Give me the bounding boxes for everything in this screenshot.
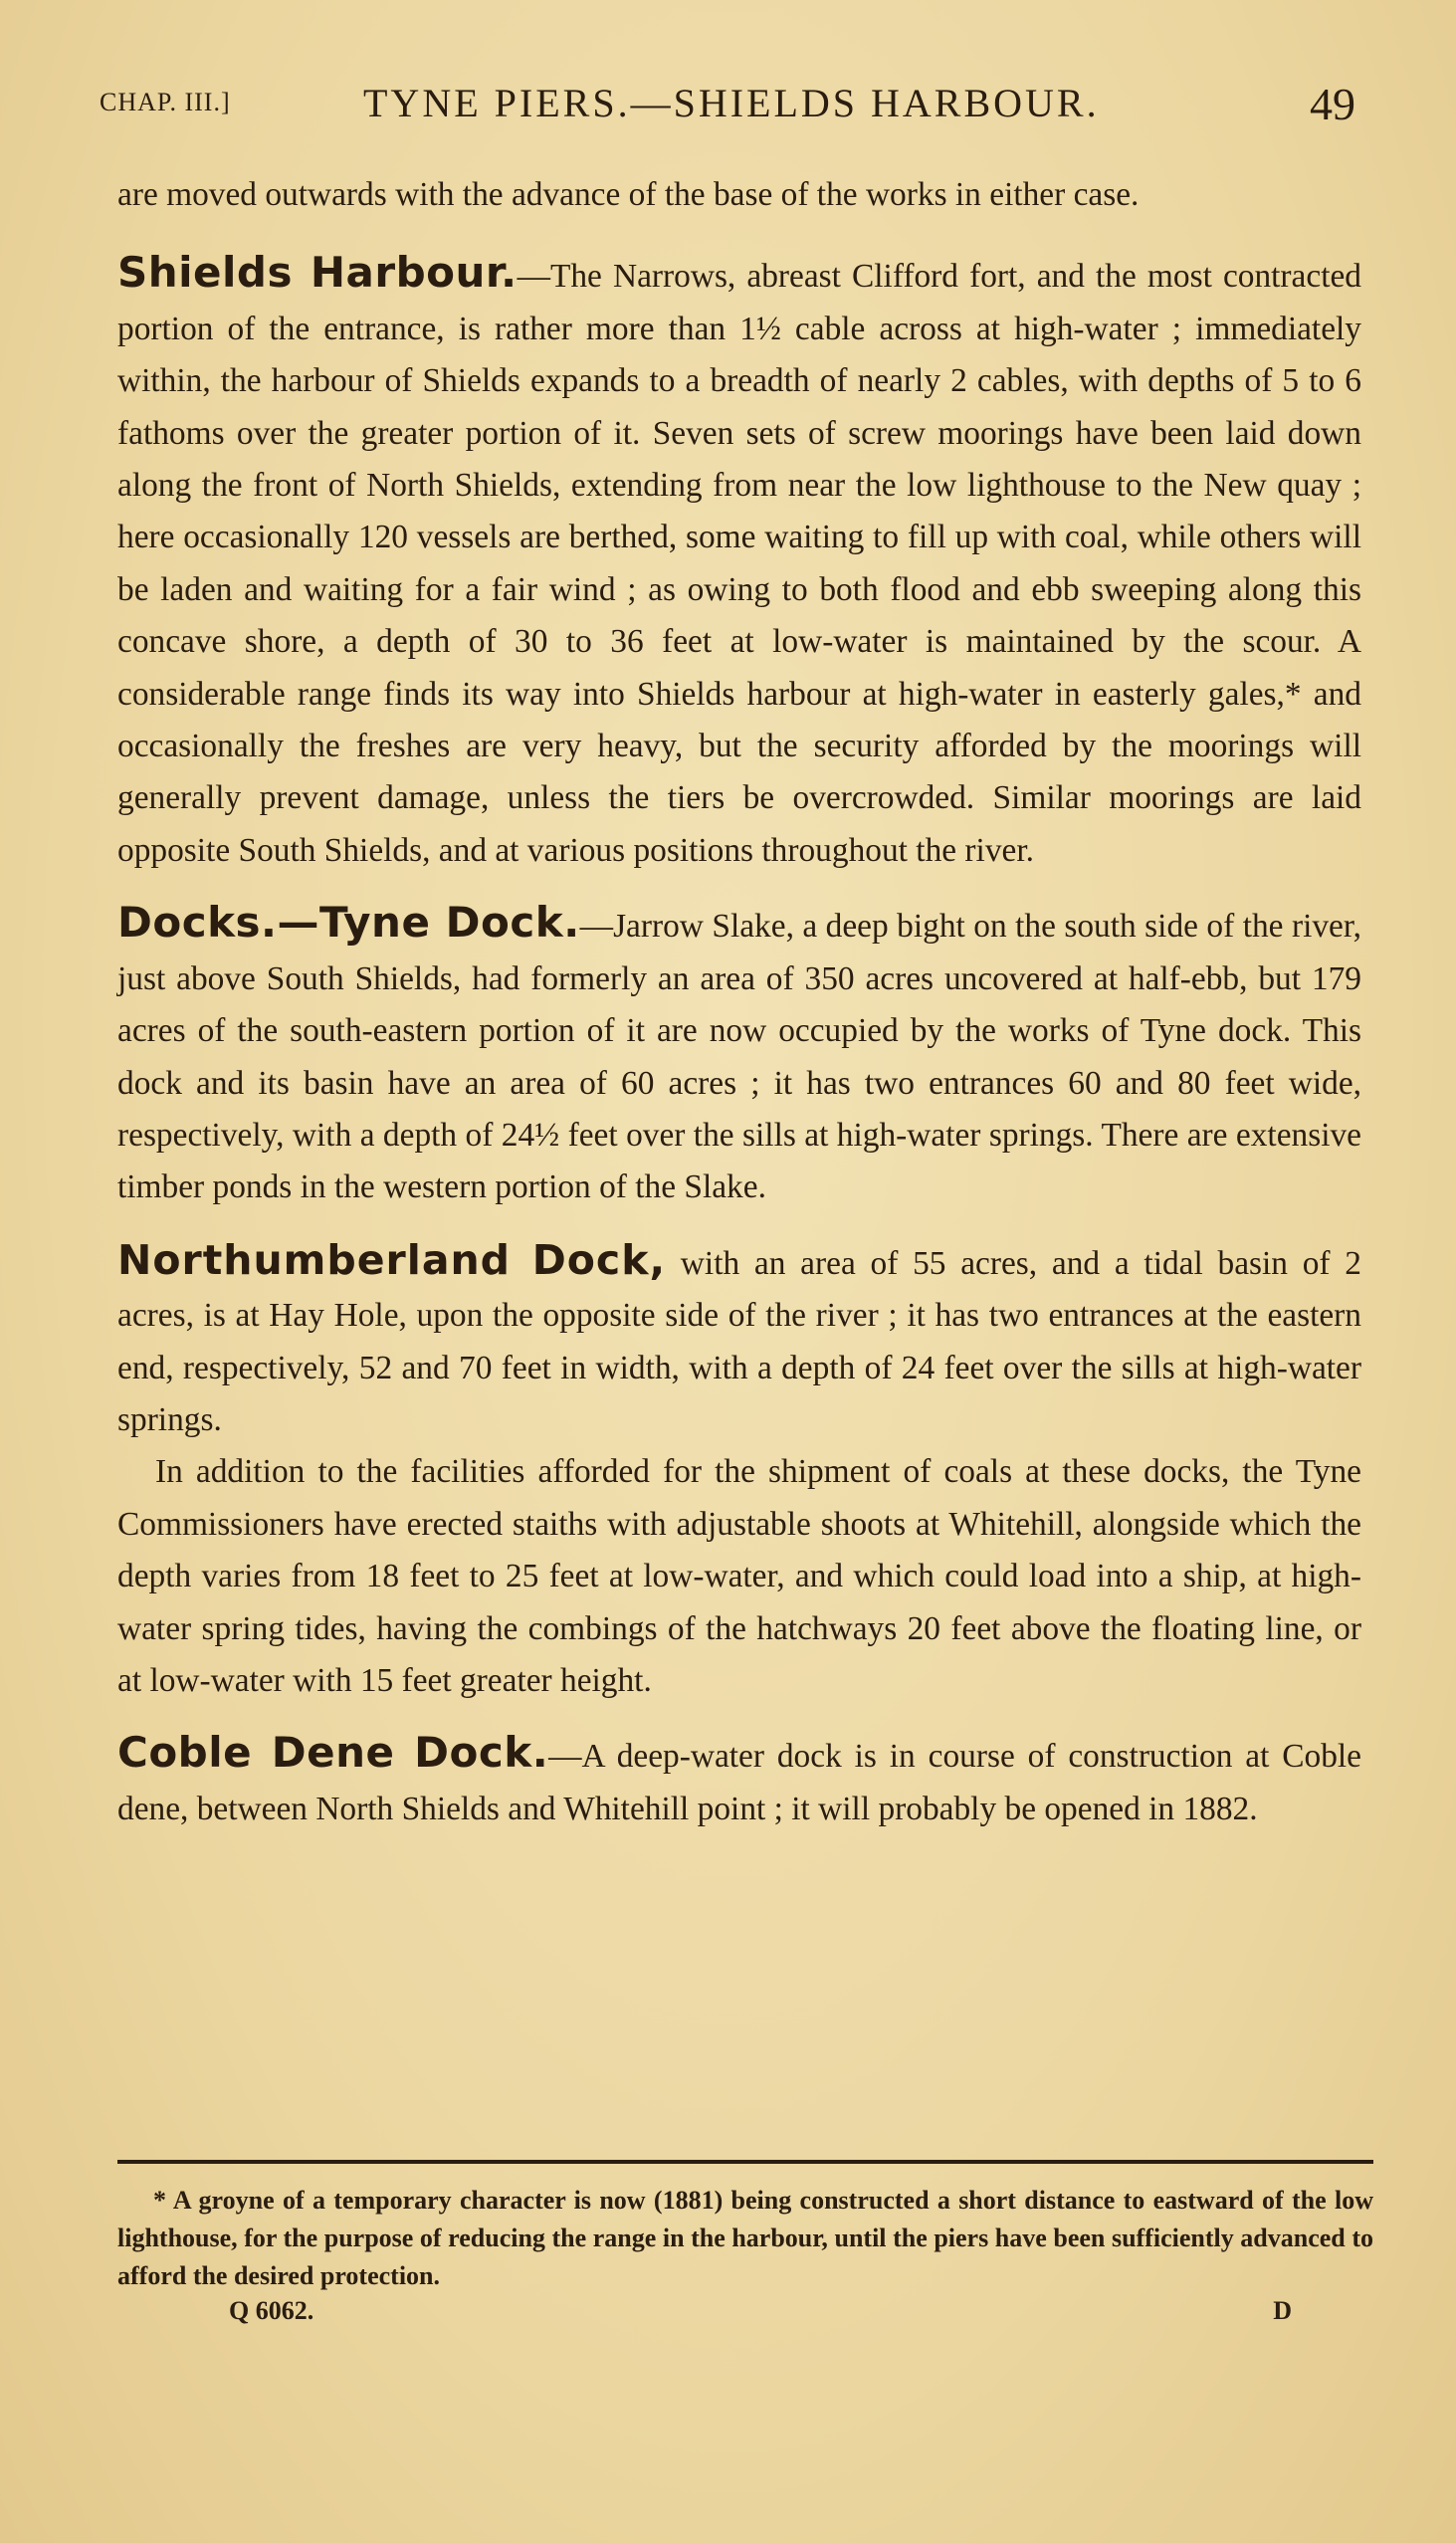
chapter-label: CHAP. III.]: [100, 88, 231, 116]
running-header: [100, 78, 1355, 137]
section-heading-shields-harbour: Shields Harbour.: [117, 248, 518, 298]
paragraph-northumberland-dock: [117, 1234, 1361, 1447]
body-text: [117, 169, 1361, 1835]
paragraph-shields-harbour: [117, 247, 1361, 877]
page-number: 49: [1310, 79, 1355, 129]
paragraph-text: —Jarrow Slake, a deep bight on the south side of the river, just above South Shields, had formerly an area of 350 acres uncovered at half-ebb, but 179 acres of the south-eastern portion of it are now occupied by the works of Tyne dock. This dock and its basin have an area of 60 acres ; it has two entrances 60 and 80 feet wide, respectively, with a depth of 24½ feet over the sills at high-water springs. There are extensive timber ponds in the western portion of the Slake.: [117, 908, 1361, 1206]
footnote: [117, 2182, 1373, 2295]
printer-signature: [117, 2296, 1292, 2336]
paragraph-coble-dene-dock: [117, 1727, 1361, 1835]
running-title: TYNE PIERS.—SHIELDS HARBOUR.: [363, 81, 1100, 125]
signature-mark: D: [1273, 2296, 1292, 2325]
section-heading-coble-dene-dock: Coble Dene Dock.: [117, 1728, 549, 1778]
signature-code: Q 6062.: [229, 2296, 314, 2325]
section-heading-northumberland-dock: Northumberland Dock,: [117, 1235, 667, 1284]
section-heading-tyne-dock: Docks.—Tyne Dock.: [117, 898, 580, 948]
footnote-text: * A groyne of a temporary character is now (1881) being constructed a short distance to eastward of the low lighthouse, for the purpose of reducing the range in the harbour, until the piers have been sufficiently advanced to afford the desired protection.: [117, 2186, 1373, 2290]
paragraph-text: —The Narrows, abreast Clifford fort, and the most contracted portion of the entrance, is rather more than 1½ cable across at high-water ; immediately within, the harbour of Shields expands to a breadth of nearly 2 cables, with depths of 5 to 6 fathoms over the greater portion of it. Seven sets of screw moorings have been laid down along the front of North Shields, extending from near the low lighthouse to the New quay ; here occasionally 120 vessels are berthed, some waiting to fill up with coal, while others will be laden and waiting for a fair wind ; as owing to both flood and ebb sweeping along this concave shore, a depth of 30 to 36 feet at low-water is maintained by the scour. A considerable range finds its way into Shields harbour at high-water in easterly gales,* and occasionally the freshes are very heavy, but the security afforded by the moorings will generally prevent damage, unless the tiers be overcrowded. Similar moorings are laid opposite South Shields, and at various positions throughout the river.: [117, 258, 1361, 869]
paragraph-additional-facilities: In addition to the facilities afforded for the shipment of coals at these docks, the Tyne Commissioners have erected staiths with adjustable shoots at Whitehill, alongside which the depth varies from 18 feet to 25 feet at low-water, and which could load into a ship, at high-water spring tides, having the combings of the hatchways 20 feet above the floating line, or at low-water with 15 feet greater height.: [117, 1453, 1361, 1699]
paragraph-docks: [117, 897, 1361, 1213]
paragraph-text: with an area of 55 acres, and a tidal basin of 2 acres, is at Hay Hole, upon the opposite side of the river ; it has two entrances at the eastern end, respectively, 52 and 70 feet in width, with a depth of 24 feet over the sills at high-water springs.: [117, 1244, 1361, 1438]
paragraph-text: —A deep-water dock is in course of construction at Coble dene, between North Shields and Whitehill point ; it will probably be opened in 1882.: [117, 1738, 1361, 1827]
footnote-divider: [117, 2160, 1373, 2164]
paragraph-continuation: are moved outwards with the advance of the base of the works in either case.: [117, 176, 1140, 213]
